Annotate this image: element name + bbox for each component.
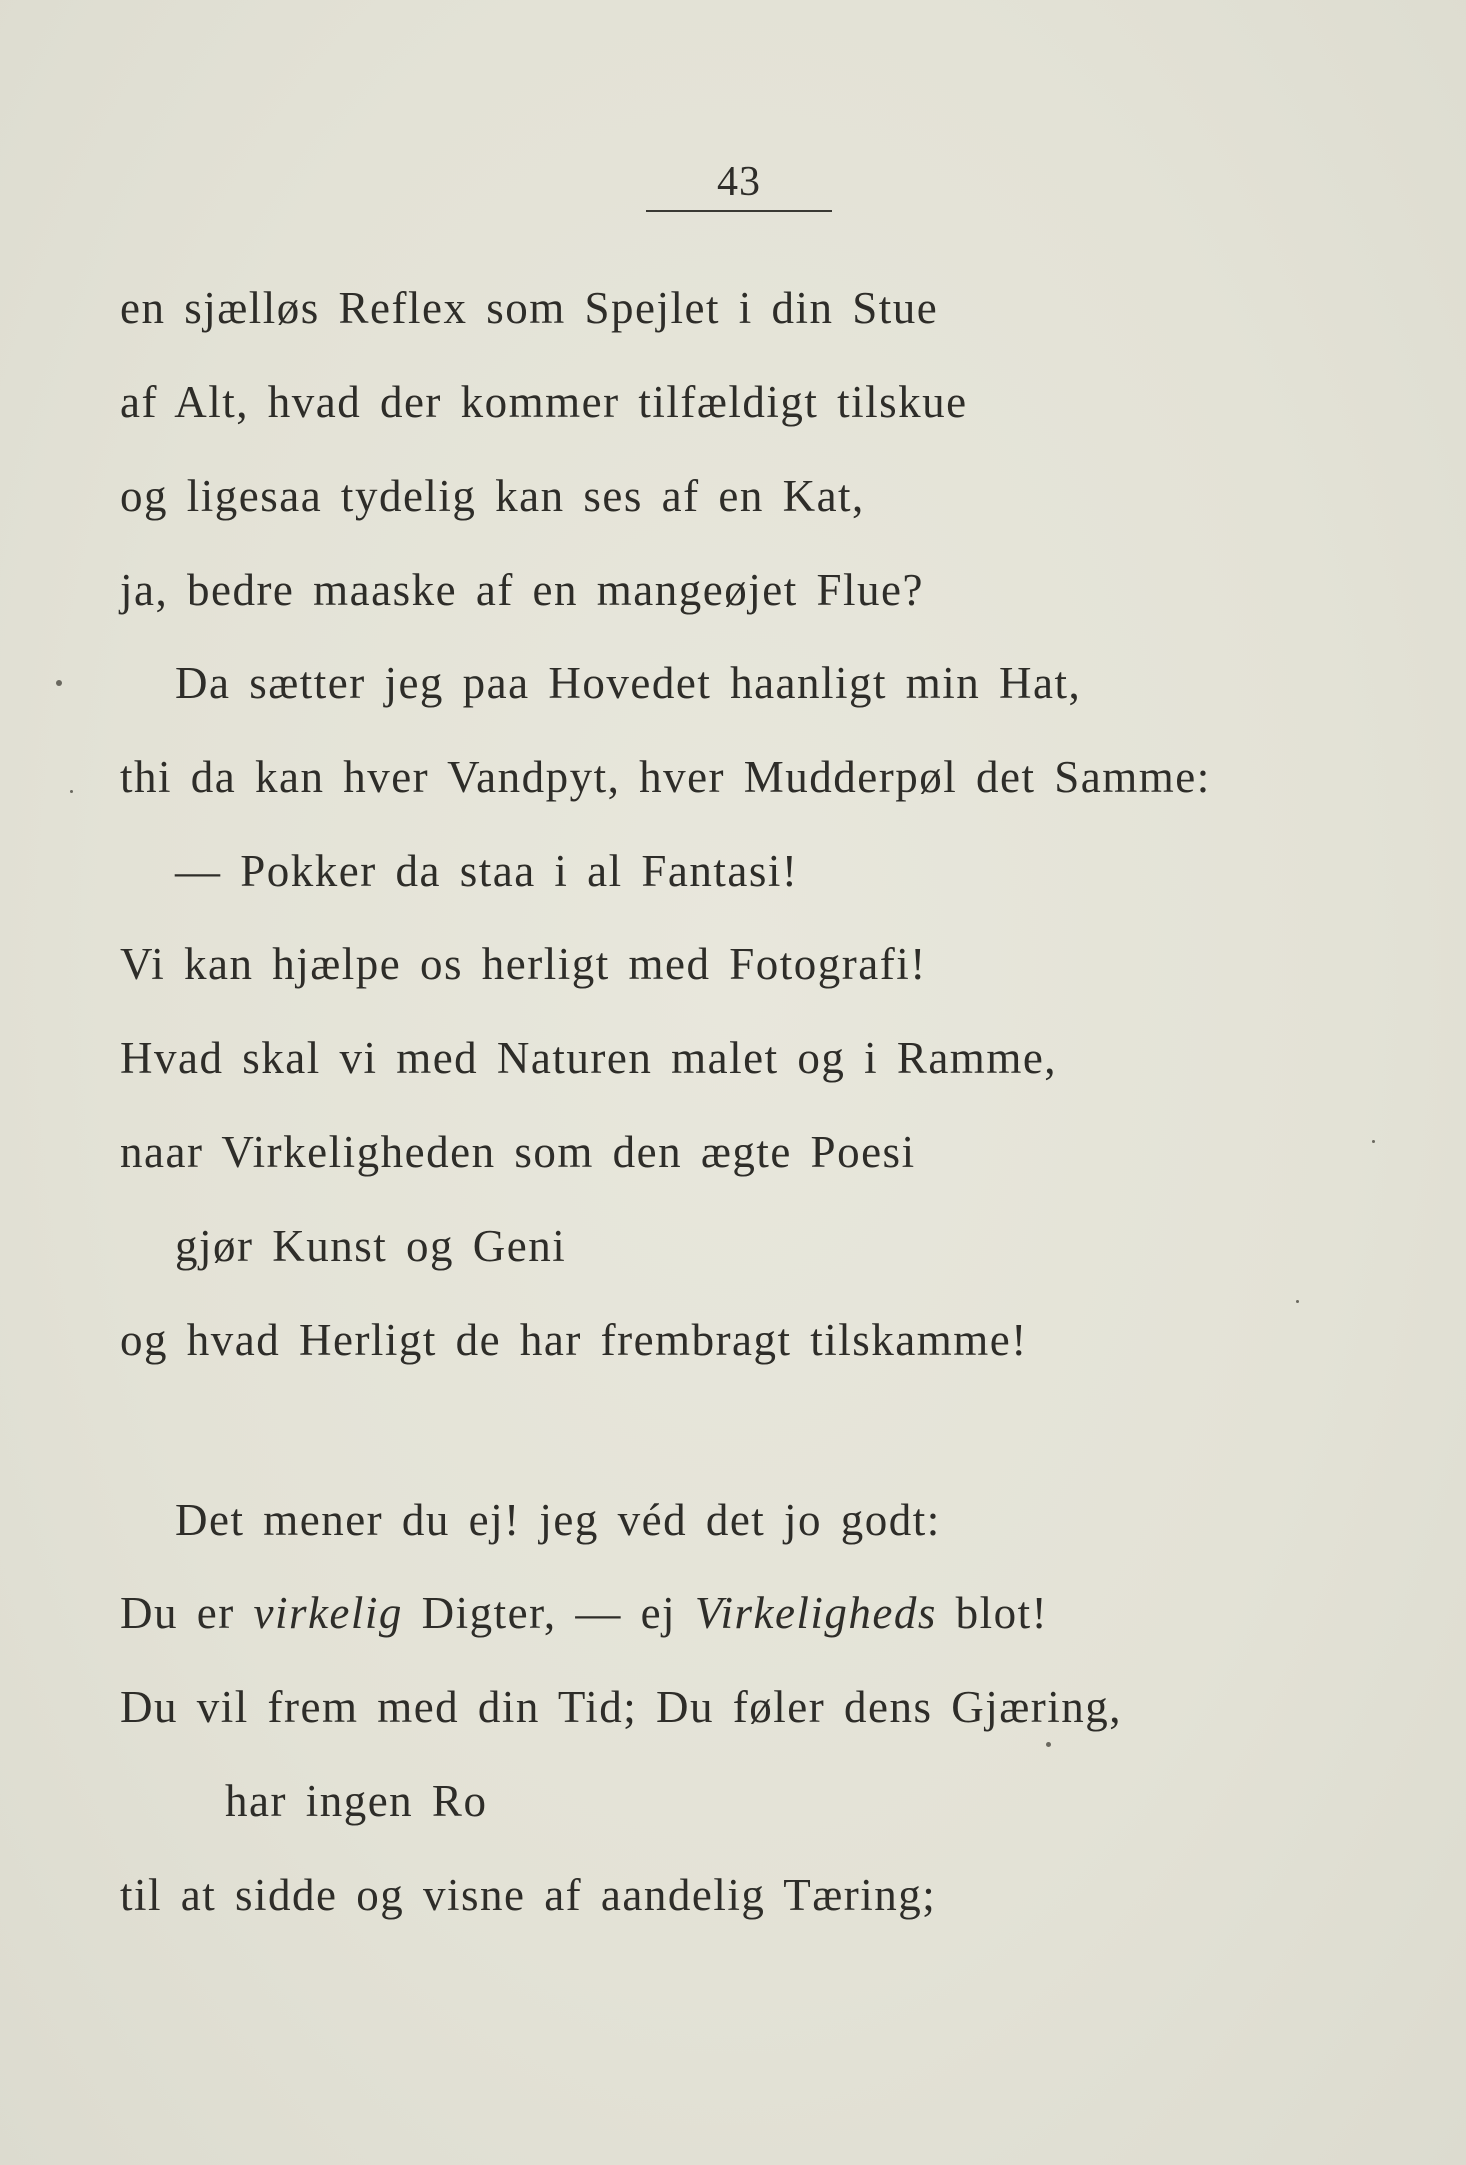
poem-line: og ligesaa tydelig kan ses af en Kat,: [120, 471, 865, 521]
poem-line: Da sætter jeg paa Hovedet haanligt min Hat,: [175, 658, 1082, 708]
poem-line: gjør Kunst og Geni: [175, 1221, 567, 1271]
poem-line: har ingen Ro: [225, 1776, 488, 1826]
paper-speck: [1046, 1742, 1051, 1747]
poem-line: af Alt, hvad der kommer tilfældigt tilskue: [120, 377, 968, 427]
poem-line: naar Virkeligheden som den ægte Poesi: [120, 1127, 916, 1177]
paper-speck: [1372, 1140, 1375, 1143]
poem-line: — Pokker da staa i al Fantasi!: [175, 846, 799, 896]
paper-speck: [70, 790, 73, 793]
paper-speck: [1296, 1300, 1299, 1303]
poem-line: Vi kan hjælpe os herligt med Fotografi!: [120, 939, 927, 989]
page-number: 43: [717, 159, 761, 205]
line-text: Digter, — ej: [402, 1588, 695, 1638]
poem-line: Du vil frem med din Tid; Du føler dens Gjæring,: [120, 1682, 1122, 1732]
poem-line: til at sidde og visne af aandelig Tæring;: [120, 1870, 937, 1920]
poem-line: Det mener du ej! jeg véd det jo godt:: [175, 1495, 941, 1545]
poem-line: en sjælløs Reflex som Spejlet i din Stue: [120, 283, 939, 333]
italic-word: Virkeligheds: [694, 1588, 937, 1638]
poem-line: Hvad skal vi med Naturen malet og i Ramme,: [120, 1033, 1058, 1083]
italic-word: virkelig: [253, 1588, 403, 1638]
line-text: Du er: [120, 1588, 254, 1638]
page-number-rule: [646, 210, 832, 212]
line-text: blot!: [936, 1588, 1049, 1638]
poem-line: thi da kan hver Vandpyt, hver Mudderpøl det Samme:: [120, 752, 1211, 802]
poem-line: [120, 1583, 1048, 1643]
paper-speck: [56, 680, 62, 686]
poem-line: ja, bedre maaske af en mangeøjet Flue?: [120, 565, 924, 615]
poem-line: og hvad Herligt de har frembragt tilskamme!: [120, 1315, 1028, 1365]
